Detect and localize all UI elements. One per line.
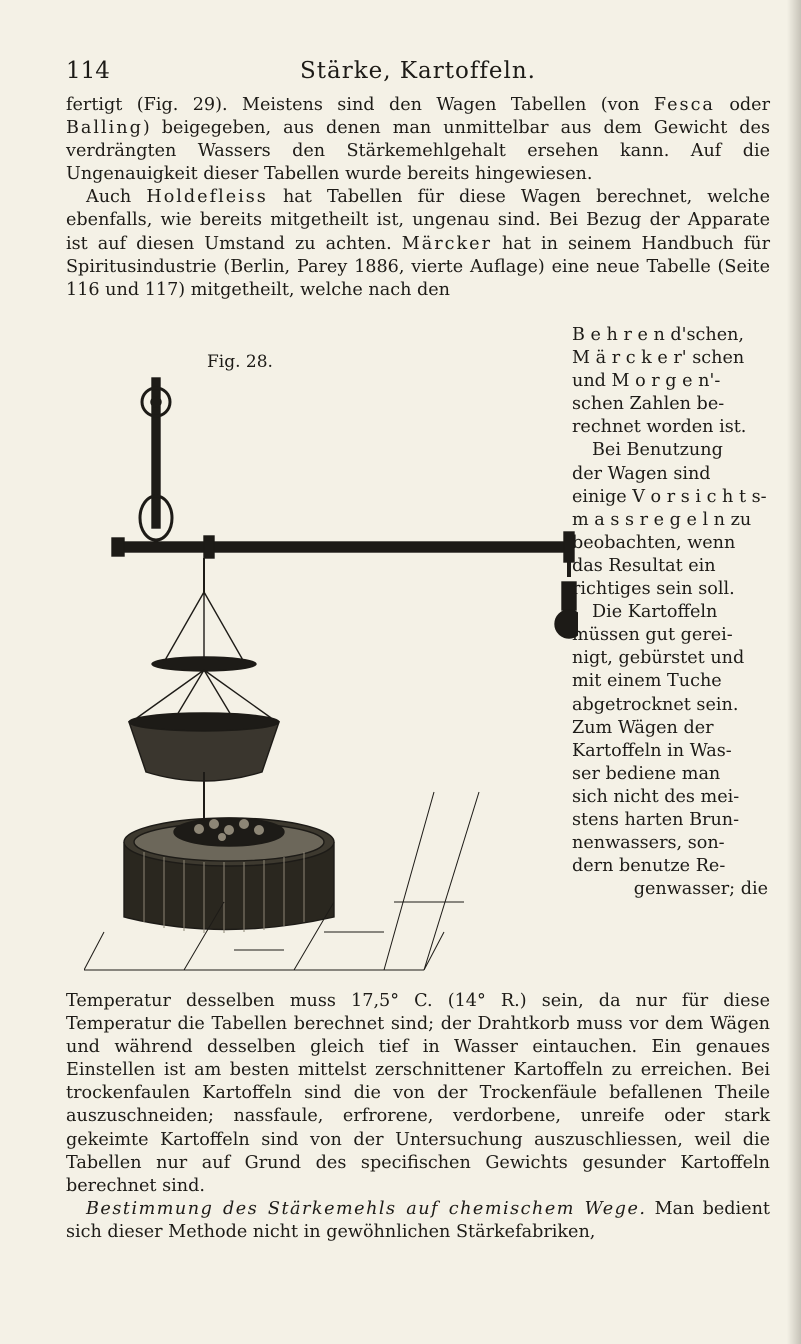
balance-scale-illustration (84, 372, 578, 990)
section-heading: Bestimmung des Stärkemehls auf chemischem Wege. (86, 1198, 647, 1219)
figure-label: Fig. 28. (207, 352, 273, 372)
side-line: nigt, gebürstet und (572, 648, 745, 669)
side-line: rechnet worden ist. (572, 417, 747, 438)
side-line: Die Kartoffeln (592, 602, 718, 623)
side-line: richtiges sein soll. (572, 579, 735, 600)
paragraph-2-text-a: Auch (86, 187, 147, 208)
name-balling: Balling (66, 118, 143, 139)
side-line: Kartoffeln in Was- (572, 740, 732, 761)
page-number: 114 (66, 58, 110, 84)
side-line: müssen gut gerei- (572, 625, 733, 646)
side-line: einige V o r s i c h t s- (572, 486, 767, 507)
paragraph-2-text-c: hat in seinem Handbuch für Spiritusindustrie (Berlin, Parey 1886, vierte Auflage) eine neue Tabelle (Seite 116 und 117) mitgetheilt, welche nach den (66, 233, 771, 300)
name-fesca: Fesca (653, 95, 715, 115)
side-line: stens harten Brun- (572, 809, 740, 830)
side-line: abgetrocknet sein. (572, 694, 739, 715)
paragraph-2-text-b: hat Tabellen für diese Wagen berechnet, welche ebenfalls, wie bereits mitgetheilt ist, ungenau sind. Bei Bezug der Apparate ist auf diesen Umstand zu achten. (66, 187, 770, 254)
side-line: nenwassers, son- (572, 833, 725, 854)
paragraph-4 (66, 1198, 770, 1244)
name-maercker: Märcker (401, 233, 493, 254)
side-line: Bei Benutzung (592, 440, 723, 461)
side-line: ser bediene man (572, 763, 721, 784)
page-header (66, 58, 770, 92)
side-line: der Wagen sind (572, 463, 711, 484)
side-line: sich nicht des mei- (572, 786, 740, 807)
side-column-text (572, 324, 768, 901)
side-line: schen Zahlen be- (572, 394, 725, 415)
page-edge-shadow (787, 0, 801, 1344)
paragraph-1 (66, 94, 770, 186)
side-line: beobachten, wenn (572, 532, 736, 553)
side-line: dern benutze Re- (572, 856, 726, 877)
side-line: M ä r c k e r' schen (572, 348, 745, 369)
name-holdefleiss: Holdefleiss (146, 187, 268, 208)
paragraph-2 (66, 186, 770, 301)
paragraph-1-text-b: oder (714, 95, 771, 115)
side-line: m a s s r e g e l n zu (572, 509, 752, 530)
top-text-block (66, 94, 770, 302)
balance-beam (116, 542, 571, 552)
running-title: Stärke, Kartoffeln. (300, 58, 536, 84)
bottom-text-block (66, 990, 770, 1244)
paragraph-1-text-a: fertigt (Fig. 29). Meistens sind den Wagen Tabellen (von (66, 95, 654, 115)
side-line: und M o r g e n'- (572, 371, 721, 392)
side-line: B e h r e n d'schen, (572, 325, 745, 345)
side-line: mit einem Tuche (572, 671, 722, 692)
side-line: genwasser; die (633, 879, 768, 900)
paragraph-1-text-c: ) beigegeben, aus denen man unmittelbar aus dem Gewicht des verdrängten Wassers den Stärkemehlgehalt ersehen kann. Auf die Ungenauigkeit dieser Tabellen wurde bereits hingewiesen. (66, 118, 770, 185)
side-line: das Resultat ein (572, 555, 716, 576)
upper-pan (152, 657, 256, 671)
side-line: Zum Wägen der (572, 717, 714, 738)
paragraph-3: Temperatur desselben muss 17,5° C. (14° R.) sein, da nur für diese Temperatur die Tabellen berechnet sind; der Drahtkorb muss vor dem Wägen und während desselben gleich tief in Wasser eintauchen. Ein genaues Einstellen ist am besten mittelst zerschnittener Kartoffeln zu erreichen. Bei trockenfaulen Kartoffeln sind die von der Trockenfäule befallenen Theile auszuschneiden; nassfaule, erfrorene, verdorbene, unreife oder stark gekeimte Kartoffeln sind von der Untersuchung auszuschliessen, weil die Tabellen nur auf Grund des specifischen Gewichts gesunder Kartoffeln berechnet sind. (66, 991, 770, 1196)
paragraph-4-text: Man bedient sich dieser Methode nicht in gewöhnlichen Stärkefabriken, (66, 1198, 770, 1242)
